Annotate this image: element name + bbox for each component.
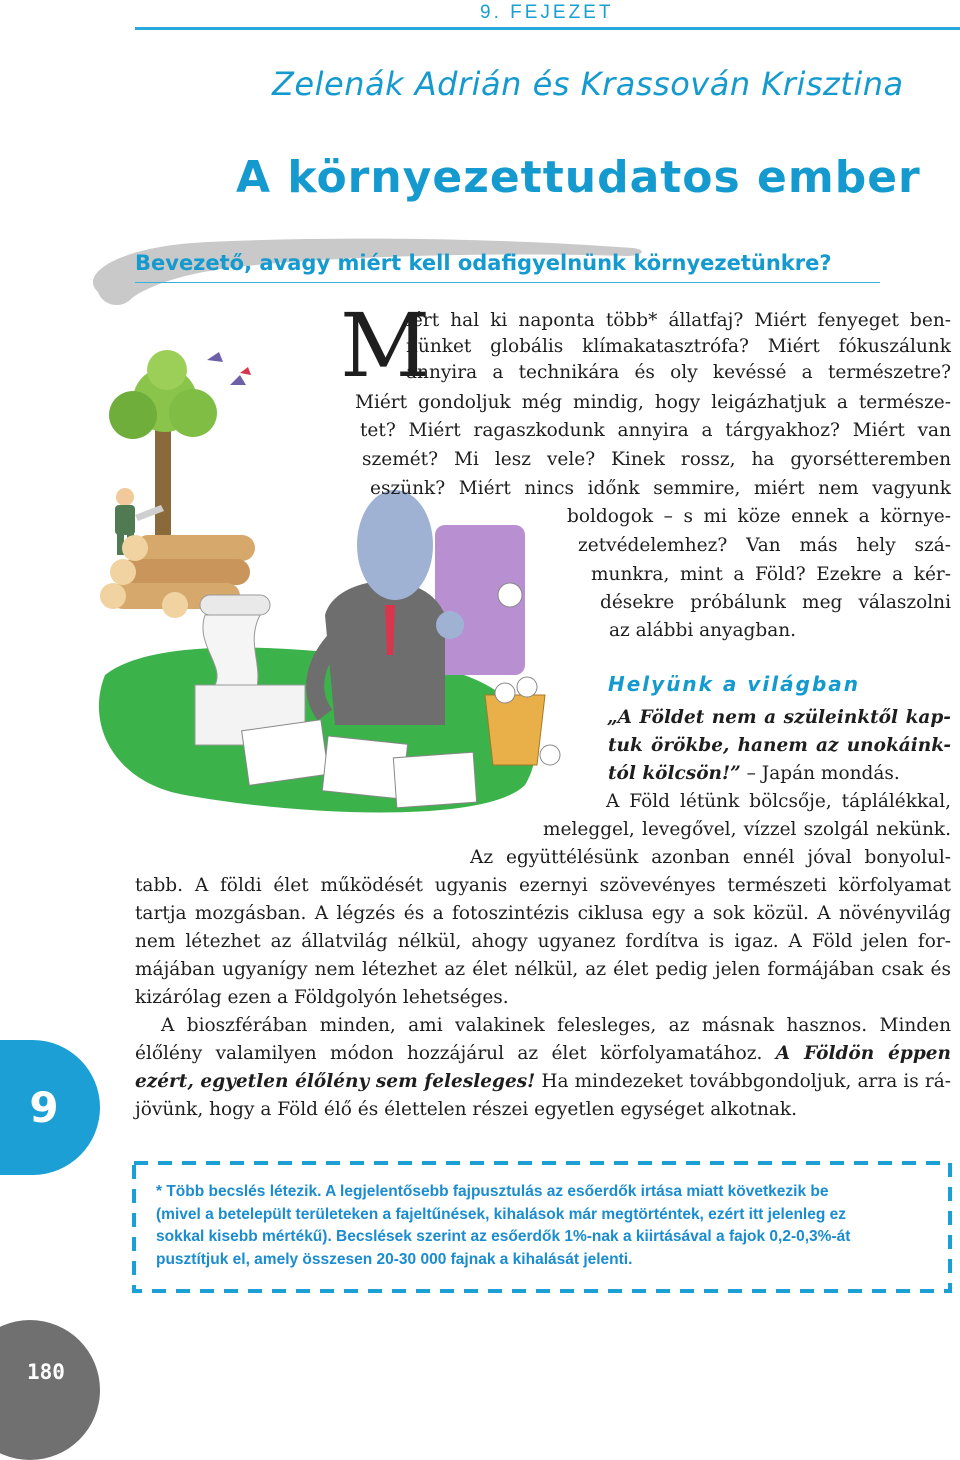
intro-line: désekre próbálunk meg válaszolni	[600, 592, 951, 613]
body-line: tartja mozgásban. A légzés és a fotoszintézis ciklusa egy a sok közül. A növényvilág	[135, 903, 951, 924]
page-number-badge	[0, 1320, 100, 1460]
body-text: élőlény valamilyen módon hozzájárul az élet körfolyamatához.	[135, 1043, 776, 1064]
chapter-header-bar	[135, 27, 960, 30]
intro-line: Miért gondoljuk még mindig, hogy leigázhatjuk a természe-	[355, 392, 951, 413]
quote-line: „A Földet nem a szüleinktől kap-	[607, 707, 951, 728]
quote-source: – Japán mondás.	[740, 763, 900, 784]
footnote-text	[156, 1181, 936, 1271]
section-subtitle: Bevezető, avagy miért kell odafigyelnünk környezetünkre?	[135, 251, 832, 275]
intro-line: tet? Miért ragaszkodunk annyira a tárgyakhoz? Miért van	[360, 420, 951, 441]
intro-line: szemét? Mi lesz vele? Kinek rossz, ha gyorsétteremben	[362, 449, 951, 470]
intro-line: annyira a technikára és oly kevéssé a természetre?	[406, 362, 951, 383]
page-number: 180	[27, 1360, 65, 1384]
quote-line: tuk örökbe, hanem az unokáink-	[608, 735, 951, 756]
footnote-line: * Több becslés létezik. A legjelentősebb fajpusztulás az esőerdők irtása miatt következik be	[156, 1183, 829, 1200]
chapter-side-number: 9	[29, 1083, 59, 1132]
body-line: tabb. A földi élet működését ugyanis ezernyi szövevényes természeti körfolyamat	[135, 875, 951, 896]
authors: Zelenák Adrián és Krassován Krisztina	[272, 65, 904, 103]
drop-cap: M	[340, 294, 431, 397]
intro-line: nünket globális klímakatasztrófa? Miért fókuszálunk	[406, 336, 951, 357]
intro-line: zetvédelemhez? Van más hely szá-	[578, 535, 951, 556]
body-text: Ha mindezeket továbbgondoljuk, arra is rá-	[535, 1071, 951, 1092]
intro-line: iért hal ki naponta több* állatfaj? Miért fenyeget ben-	[406, 310, 951, 331]
body-line	[135, 1069, 951, 1095]
quote-attribution	[608, 761, 900, 787]
subtitle-rule	[135, 282, 880, 283]
body-line: Az együttélésünk azonban ennél jóval bonyolul-	[470, 847, 951, 868]
page-title: A környezettudatos ember	[236, 152, 921, 203]
emphasis-text: ezért, egyetlen élőlény sem felesleges!	[135, 1071, 536, 1092]
emphasis-text: A Földön éppen	[775, 1043, 951, 1064]
intro-line: munkra, mint a Föld? Ezekre a kér-	[591, 564, 951, 585]
intro-line: eszünk? Miért nincs időnk semmire, miért nem vagyunk	[370, 478, 951, 499]
footnote-line: pusztítjuk el, amely összesen 20-30 000 fajnak a kihalását jelenti.	[156, 1250, 633, 1268]
waste-basket-icon	[485, 677, 560, 765]
chapter-label: 9. FEJEZET	[480, 2, 614, 23]
body-line: jövünk, hogy a Föld élő és élettelen részei egyetlen egységet alkotnak.	[135, 1099, 797, 1120]
footnote-line: (mivel a betelepült területeken a fajeltűnések, kihalások már megtörténtek, ezért itt jelenleg ez	[156, 1205, 846, 1223]
body-line: kizárólag ezen a Földgolyón lehetséges.	[135, 987, 509, 1008]
body-line: meleggel, levegővel, vízzel szolgál nekünk.	[543, 819, 951, 840]
body-line	[135, 1041, 951, 1067]
footnote-line: sokkal kisebb mértékű). Becslések szerint az esőerdők 1%-nak a kiirtásával a fajok 0,2-0,3%-át	[156, 1228, 851, 1245]
birds-icon	[207, 352, 251, 385]
intro-line: az alábbi anyagban.	[609, 620, 797, 641]
quote-end: tól kölcsön!”	[608, 763, 741, 784]
body-line: A Föld létünk bölcsője, táplálékkal,	[606, 791, 951, 812]
body-line: májában ugyanígy nem létezhet az élet nélkül, az élet pedig jelen formájában csak és	[135, 959, 951, 980]
body-line: nem létezhet az állatvilág nélkül, ahogy ugyanez fordítva is igaz. A Föld jelen for-	[135, 931, 951, 952]
section-heading: Helyünk a világban	[608, 672, 861, 696]
intro-line: boldogok – s mi köze ennek a környe-	[567, 506, 951, 527]
body-line: A bioszférában minden, ami valakinek felesleges, az másnak hasznos. Minden	[161, 1015, 951, 1036]
office-illustration	[95, 345, 605, 825]
